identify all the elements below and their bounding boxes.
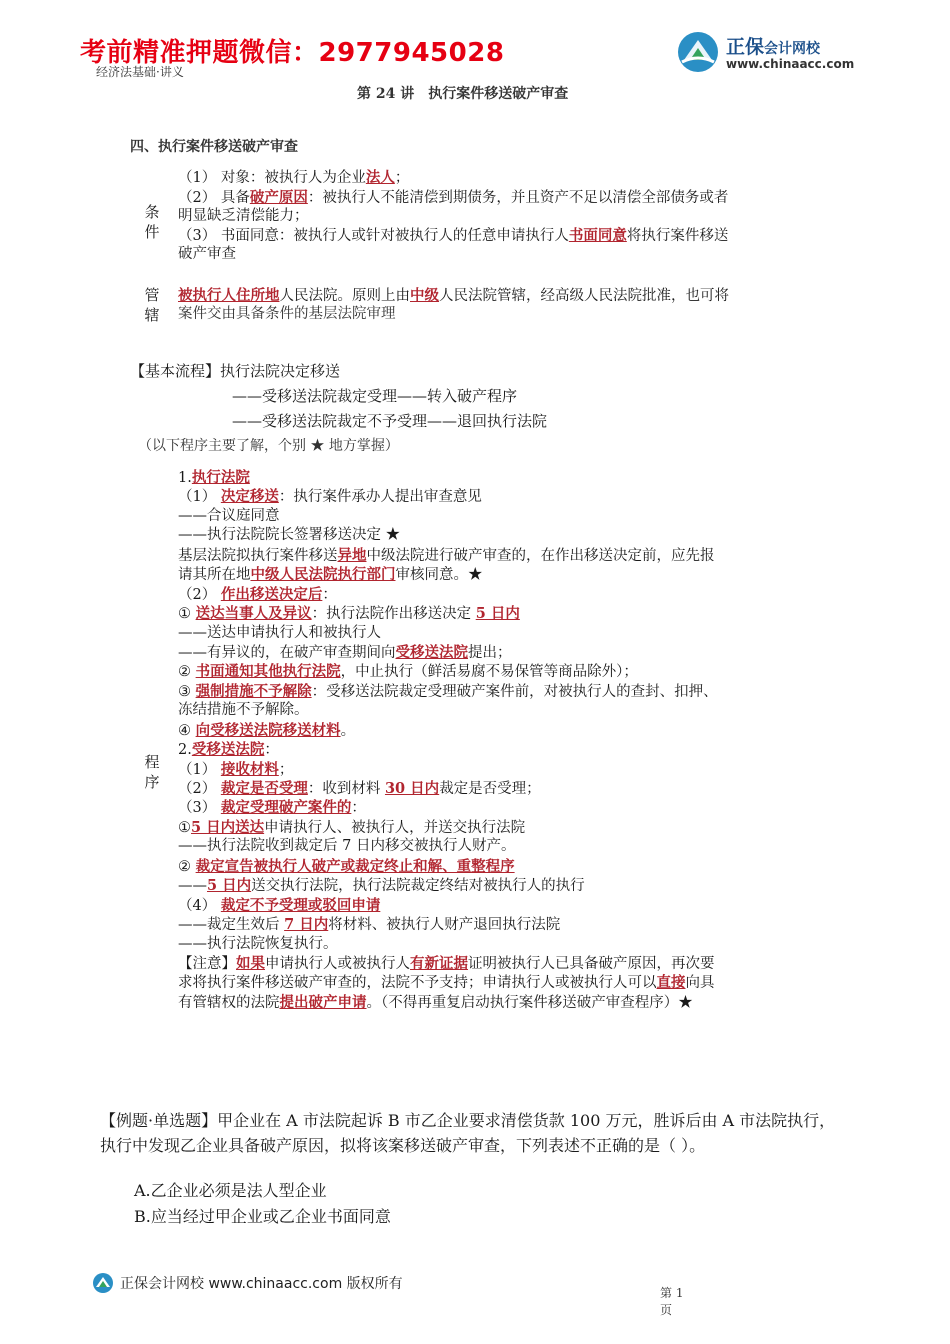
procedure-line: ② 裁定宣告被执行人破产或裁定终止和解、重整程序 xyxy=(178,857,515,875)
procedure-line: （2） 裁定是否受理：收到材料 30 日内裁定是否受理； xyxy=(178,780,541,798)
procedure-line: 1.执行法院 xyxy=(178,469,250,486)
procedure-line: 【注意】如果申请执行人或被执行人有新证据证明被执行人已具备破产原因，再次要 xyxy=(178,955,715,972)
procedure-line: （4） 裁定不予受理或驳回申请 xyxy=(178,896,381,914)
footer-page-clipped: 第 1 页 xyxy=(660,1286,684,1317)
procedure-line: 有管辖权的法院提出破产申请。（不得再重复启动执行案件移送破产审查程序）★ xyxy=(178,993,693,1011)
procedure-line: ——执行法院收到裁定后 7 日内移交被执行人财产。 xyxy=(178,838,516,855)
option-b[interactable]: B.应当经过甲企业或乙企业书面同意 xyxy=(134,1207,391,1226)
procedure-line: ——有异议的，在破产审查期间向受移送法院提出； xyxy=(178,643,512,661)
logo-name: 正保会计网校 xyxy=(726,36,821,58)
procedure-line: ——5 日内送交执行法院，执行法院裁定终结对被执行人的执行 xyxy=(178,877,585,895)
option-a[interactable]: A.乙企业必须是法人型企业 xyxy=(134,1181,327,1200)
procedure-line: 求将执行案件移送破产审查的，法院不予支持；申请执行人或被执行人可以直接向具 xyxy=(178,974,715,992)
procedure-line: （1） 决定移送：执行案件承办人提出审查意见 xyxy=(178,488,482,506)
conditions-label: 条件 xyxy=(144,203,160,241)
procedure-line: ——合议庭同意 xyxy=(178,507,280,524)
header-clipped-left: 经济法基础·讲义 xyxy=(96,65,184,79)
lecture-title-clipped: 第 24 讲 执行案件移送破产审查 xyxy=(357,86,569,102)
procedure-line: 冻结措施不予解除。 xyxy=(178,702,309,719)
procedure-line: （3） 裁定受理破产案件的： xyxy=(178,799,366,817)
procedure-line: ——裁定生效后 7 日内将材料、被执行人财产退回执行法院 xyxy=(178,916,561,934)
procedure-line: 2.受移送法院： xyxy=(178,741,279,759)
logo[interactable] xyxy=(676,28,876,78)
condition-consent-cont: 破产审查 xyxy=(178,246,236,262)
example-question: 【例题·单选题】甲企业在 A 市法院起诉 B 市乙企业要求清偿货款 100 万元，胜诉后由 A 市法院执行，执行中发现乙企业具备破产原因，拟将该案移送破产审查，下列表述不正确的是（ ）。 xyxy=(100,1111,836,1155)
condition-object: （1） 对象：被执行人为企业法人； xyxy=(178,169,410,186)
procedure-line: ——执行法院院长签署移送决定 ★ xyxy=(178,527,401,544)
procedure-line: （1） 接收材料； xyxy=(178,760,294,778)
jurisdiction-line-2-clipped: 案件交由具备条件的基层法院审理 xyxy=(178,306,396,322)
jurisdiction-line-1: 被执行人住所地人民法院。原则上由中级人民法院管辖，经高级人民法院批准，也可将 xyxy=(178,287,729,304)
procedure-line: ——送达申请执行人和被执行人 xyxy=(178,624,381,641)
flow-note-clipped: （以下程序主要了解，个别 ★ 地方掌握） xyxy=(138,438,399,454)
flow-line-2: ——受移送法院裁定受理——转入破产程序 xyxy=(232,387,518,405)
footer-logo-icon xyxy=(92,1272,114,1294)
procedure-line: ② 书面通知其他执行法院，中止执行（鲜活易腐不易保管等商品除外）； xyxy=(178,663,638,681)
condition-consent: （3） 书面同意：被执行人或针对被执行人的任意申请执行人书面同意将执行案件移送 xyxy=(178,227,729,244)
footer-text: 正保会计网校 www.chinaacc.com 版权所有 xyxy=(120,1276,403,1292)
procedure-line: 基层法院拟执行案件移送异地中级法院进行破产审查的，在作出移送决定前，应先报 xyxy=(178,546,715,564)
procedure-line: ③ 强制措施不予解除：受移送法院裁定受理破产案件前，对被执行人的查封、扣押、 xyxy=(178,682,718,700)
procedure-line: ④ 向受移送法院移送材料。 xyxy=(178,721,356,739)
promo-wechat-text: 考前精准押题微信：2977945028 xyxy=(80,38,505,68)
logo-icon xyxy=(676,30,720,74)
condition-cause-cont: 明显缺乏清偿能力； xyxy=(178,208,309,224)
procedure-line: （2） 作出移送决定后： xyxy=(178,585,337,603)
procedure-line: ①5 日内送达申请执行人、被执行人，并送交执行法院 xyxy=(178,818,526,836)
flow-line-1: 【基本流程】执行法院决定移送 xyxy=(130,362,341,380)
condition-cause: （2） 具备破产原因：被执行人不能清偿到期债务，并且资产不足以清偿全部债务或者 xyxy=(178,189,729,206)
procedure-line: ① 送达当事人及异议：执行法院作出移送决定 5 日内 xyxy=(178,605,520,623)
flow-line-3: ——受移送法院裁定不予受理——退回执行法院 xyxy=(232,412,548,430)
jurisdiction-label: 管辖 xyxy=(144,286,160,324)
footer xyxy=(92,1270,403,1296)
procedure-label: 程序 xyxy=(144,753,160,791)
procedure-line: ——执行法院恢复执行。 xyxy=(178,935,338,952)
procedure-line: 请其所在地中级人民法院执行部门审核同意。★ xyxy=(178,566,483,584)
logo-url: www.chinaacc.com xyxy=(726,57,855,71)
section-title-clipped: 四、执行案件移送破产审查 xyxy=(130,139,298,155)
